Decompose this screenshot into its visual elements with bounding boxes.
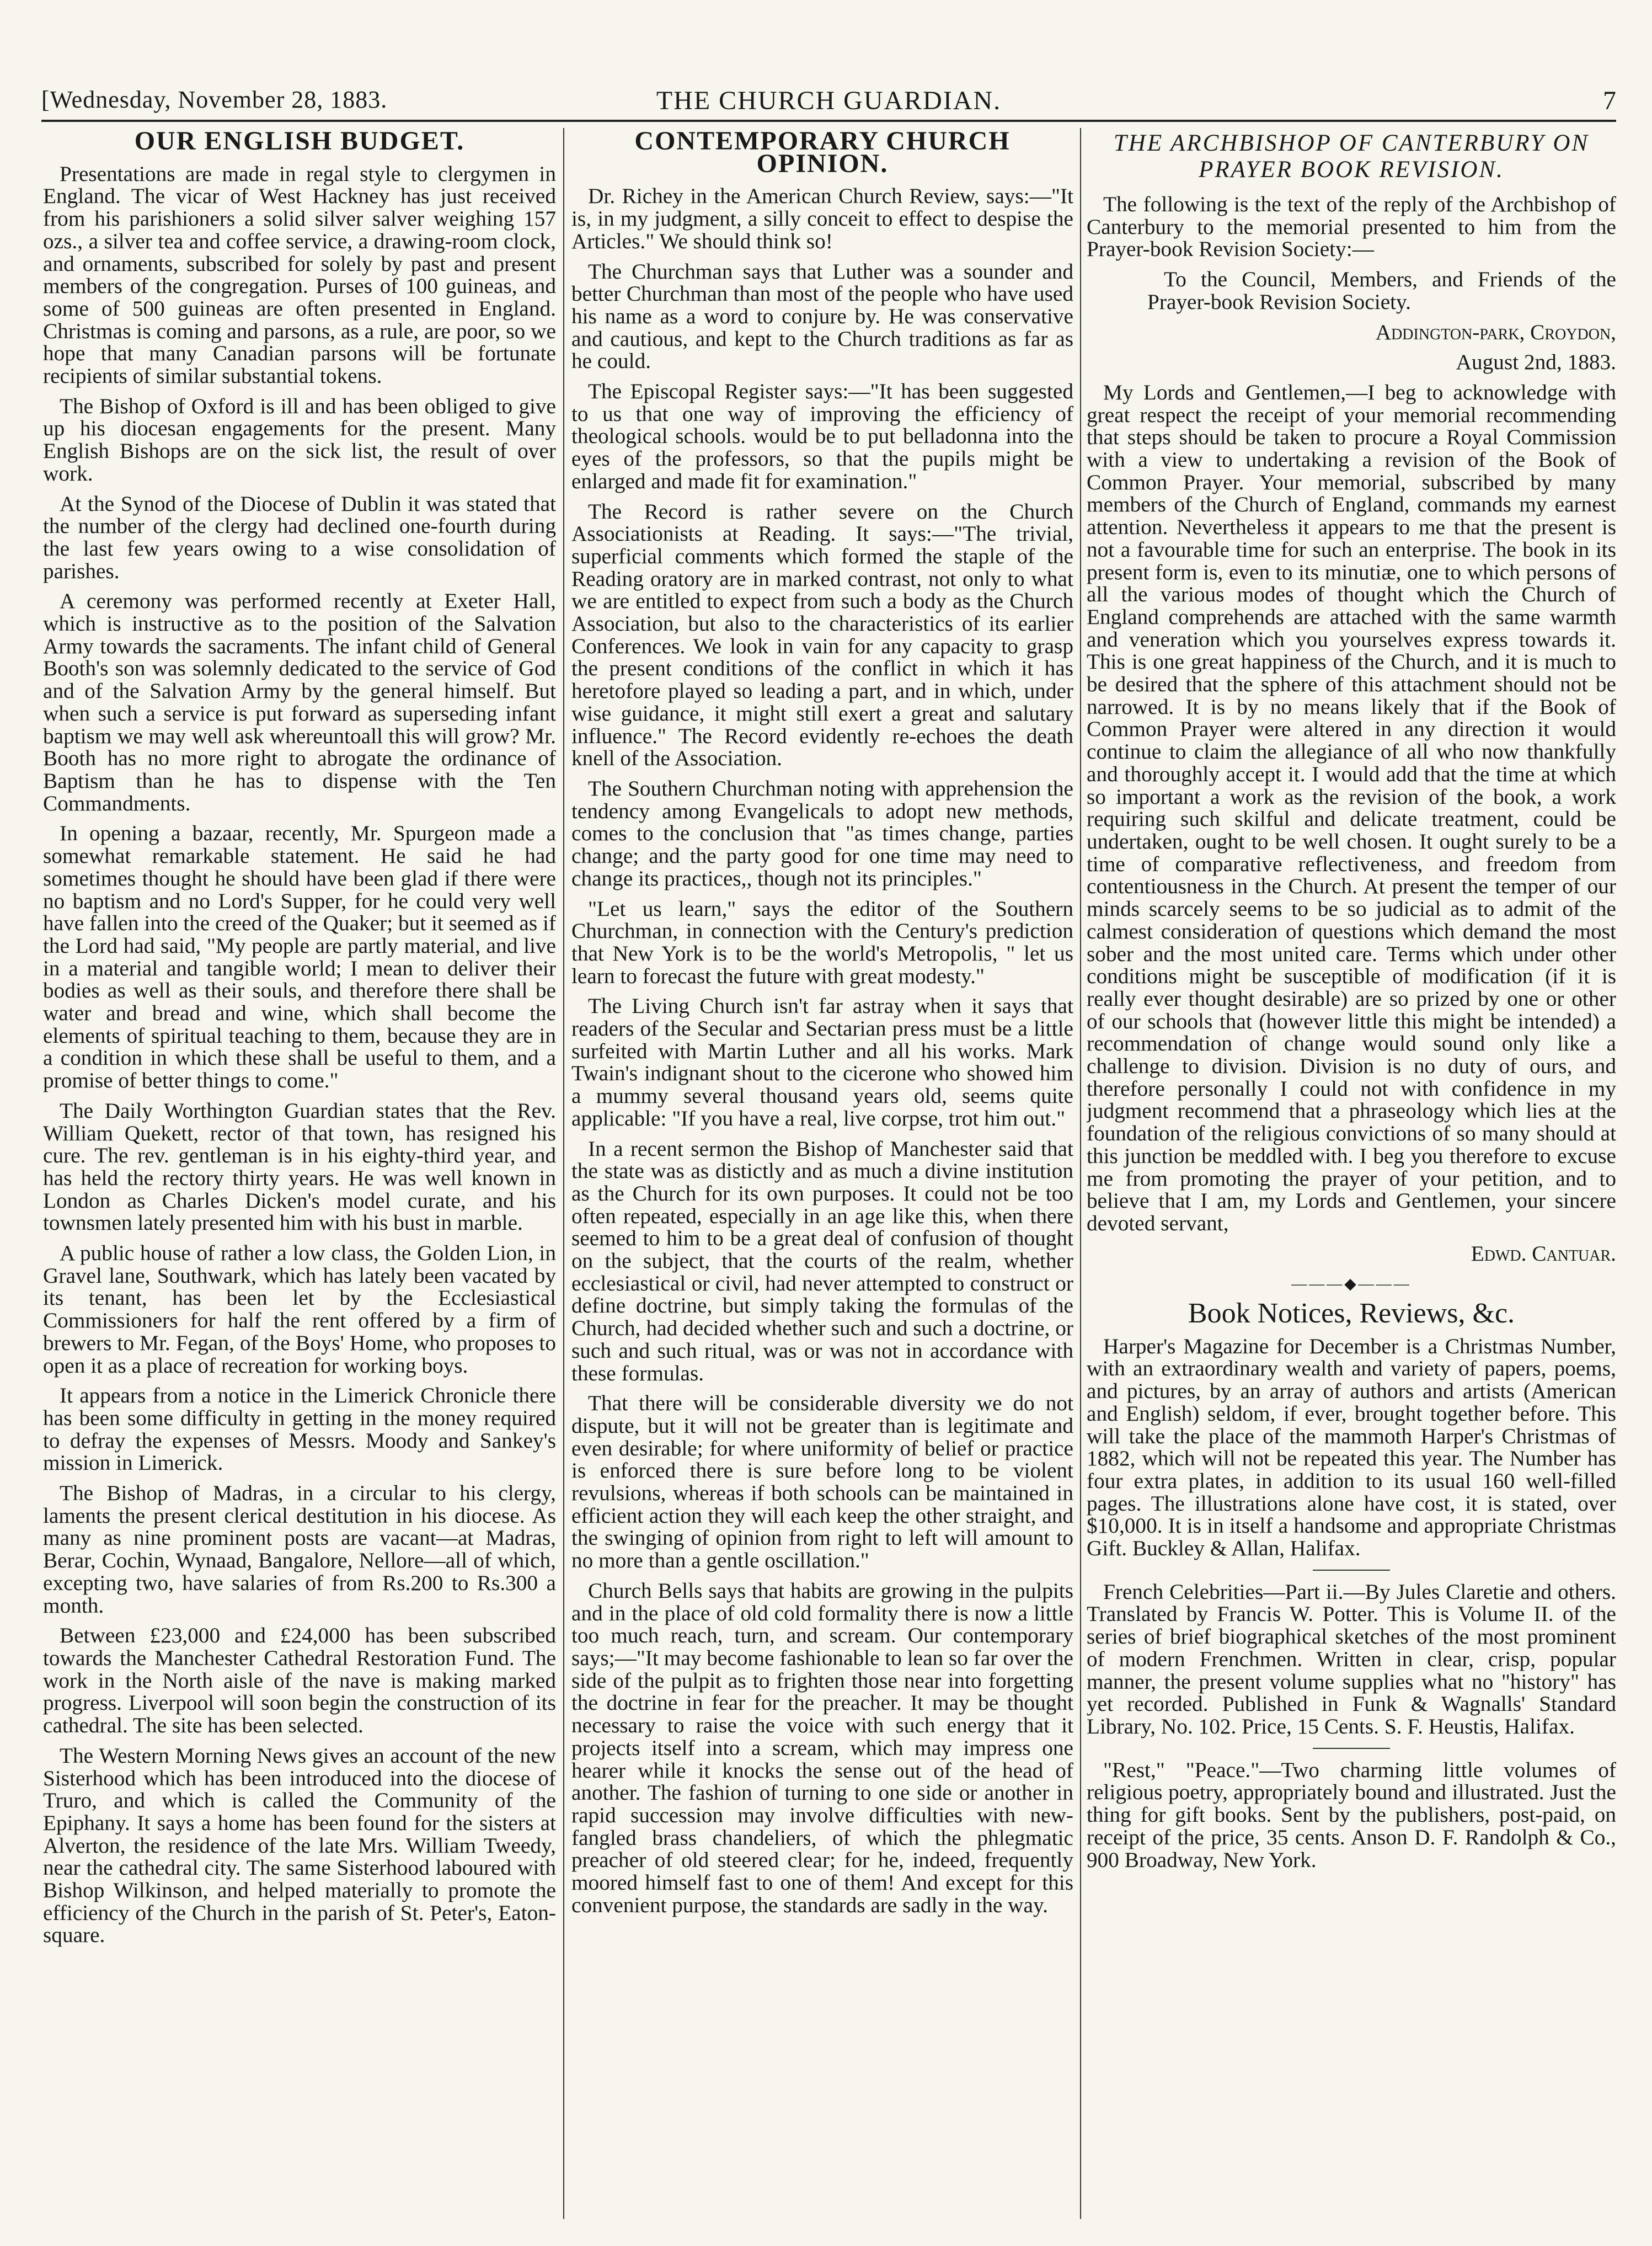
article-paragraph: The Episcopal Register says:—"It has been suggested to us that one way of improving the efficiency of theological schools. would be to put belladonna into the eyes of the professors, so that the pupils might be enlarged and made fit for examination." bbox=[571, 379, 1073, 493]
article-paragraph: The Churchman says that Luther was a sounder and better Churchman than most of the people who have used his name as a word to conjure by. He was conservative and cautious, and kept to the Church traditions as far as he could. bbox=[571, 259, 1073, 374]
article-paragraph: The Southern Churchman noting with apprehension the tendency among Evangelicals to adopt new methods, comes to the conclusion that "as times change, parties change; and the party good for one time may need to change its practices,, though not its principles." bbox=[571, 776, 1073, 890]
article-paragraph: In opening a bazaar, recently, Mr. Spurgeon made a somewhat remarkable statement. He said he had sometimes thought he should have been glad if there were no baptism and no Lord's Supper, for he could very well have fallen into the creed of the Quaker; but it seemed as if the Lord had said, "My people are partly material, and live in a material and tangible world; I mean to deliver their bodies as well as their souls, and therefore there shall be water and bread and wine, which shall become the elements of spiritual teaching to them, because they are in a condition in which these shall be useful to them, and a promise of better things to come." bbox=[43, 821, 556, 1093]
article-paragraph: That there will be considerable diversity we do not dispute, but it will not be greater than is legitimate and even desirable; for where uniformity of belief or practice is enforced there is sure before long to be violent revulsions, whereas if both schools can be maintained in efficient action they will each keep the other straight, and the swinging of opinion from right to left will amount to no more than a gentle oscillation." bbox=[571, 1391, 1073, 1573]
article-paragraph: The Western Morning News gives an account of the new Sisterhood which has been introduced into the diocese of Truro, and which is called the Community of the Epiphany. It says a home has been found for the sisters at Alverton, the residence of the late Mrs. William Tweedy, near the cathedral city. The same Sisterhood laboured with Bishop Wilkinson, and helped materially to promote the efficiency of the Church in the parish of St. Peter's, Eaton-square. bbox=[43, 1743, 556, 1948]
letter-address: Addington-park, Croydon, bbox=[1375, 319, 1616, 344]
ornament-divider: ———◆——— bbox=[1291, 1276, 1412, 1293]
section-heading: Book Notices, Reviews, &c. bbox=[1188, 1298, 1515, 1330]
section-heading: CONTEMPORARY CHURCH OPINION. bbox=[634, 128, 1011, 178]
article-paragraph: The Bishop of Oxford is ill and has been obliged to give up his diocesan engagements for the present. Many English Bishops are on the sick list, the result of over work. bbox=[43, 393, 556, 486]
article-paragraph: A ceremony was performed recently at Exeter Hall, which is instructive as to the position of the Salvation Army towards the sacraments. The infant child of General Booth's son was solemnly dedicated to the service of God and of the Salvation Army by the general himself. But when such a service is put forward as superseding infant baptism we may well ask whereuntoall this will grow? Mr. Booth has no more right to abrogate the ordinance of Baptism than he has to dispense with the Ten Commandments. bbox=[43, 589, 556, 815]
article-paragraph: The Record is rather severe on the Church Associationists at Reading. It says:—"The trivial, superficial comments which formed the staple of the Reading oratory are in marked contrast, not only to what we are entitled to expect from such a body as the Church Association, but also to the characteristics of its earlier Conferences. We look in vain for any capacity to grasp the present conditions of the conflict in which it has heretofore played so leading a part, and in which, under wise guidance, it might still exert a great and salutary influence." The Record evidently re-echoes the death knell of the Association. bbox=[571, 499, 1073, 771]
page-number: 7 bbox=[1603, 86, 1616, 115]
article-paragraph: At the Synod of the Diocese of Dublin it was stated that the number of the clergy had declined one-fourth during the last few years owing to a wise consolidation of parishes. bbox=[43, 491, 556, 583]
article-paragraph: A public house of rather a low class, the Golden Lion, in Gravel lane, Southwark, which has lately been vacated by its tenant, has been let by the Ecclesiastical Commissioners for half the rent offered by a firm of brewers to Mr. Fegan, of the Boys' Home, who proposes to open it as a place of recreation for working boys. bbox=[43, 1241, 556, 1378]
column-church-opinion bbox=[571, 128, 1073, 2219]
letter-salutation: To the Council, Members, and Friends of the Prayer-book Revision Society. bbox=[1147, 267, 1616, 314]
divider bbox=[1313, 1748, 1390, 1749]
book-notice: "Rest," "Peace."—Two charming little volumes of religious poetry, appropriately bound and illustrated. Just the thing for gift books. Sent by the publishers, post-paid, on receipt of the price, 35 cents. Anson D. F. Randolph & Co., 900 Broadway, New York. bbox=[1087, 1757, 1616, 1872]
article-paragraph: "Let us learn," says the editor of the Southern Churchman, in connection with the Century's prediction that New York is to be the world's Metropolis, " let us learn to forecast the future with great modesty." bbox=[571, 896, 1073, 988]
article-paragraph: The Bishop of Madras, in a circular to his clergy, laments the present clerical destitution in his diocese. As many as nine prominent posts are vacant—at Madras, Berar, Cochin, Wynaad, Bangalore, Nellore—all of which, excepting two, have salaries of from Rs.200 to Rs.300 a month. bbox=[43, 1481, 556, 1618]
masthead bbox=[41, 86, 1616, 122]
letter-date: August 2nd, 1883. bbox=[1456, 350, 1616, 375]
book-notice: Harper's Magazine for December is a Christmas Number, with an extraordinary wealth and variety of papers, poems, and pictures, by an array of authors and artists (American and English) seldom, if ever, brought together before. This will take the place of the mammoth Harper's Christmas of 1882, which will not be repeated this year. The Number has four extra plates, in addition to its usual 160 well-filled pages. The illustrations alone have cost, it is stated, over $10,000. It is in itself a handsome and appropriate Christmas Gift. Buckley & Allan, Halifax. bbox=[1087, 1333, 1616, 1561]
paper-title: THE CHURCH GUARDIAN. bbox=[656, 86, 1002, 115]
letter-body: My Lords and Gentlemen,—I beg to acknowledge with great respect the receipt of your memorial recommending that steps should be taken to procure a Royal Commission with a view to undertaking a revision of the Book of Common Prayer. Your memorial, subscribed by many members of the Church of England, commands my earnest attention. Nevertheless it appears to me that the present is not a favourable time for such an enterprise. The book in its present form is, even to its minutiæ, one to which persons of all the various modes of thought which the Church of England comprehends are attached with the same warmth and veneration which you yourselves express towards it. This is one great happiness of the Church, and it is much to be desired that the sphere of this attachment should not be narrowed. It is by no means likely that if the Book of Common Prayer were altered in any direction it would continue to claim the allegiance of all who now thankfully and thoroughly accept it. I would add that the time at which so important a work as the revision of the book, a work requiring such skilful and delicate treatment, could be undertaken, ought to be well chosen. It ought surely to be a time of comparative reflectiveness, and freedom from contentiousness in the Church. At present the temper of our minds scarcely seems to be so judicial as to admit of the calmest consideration of questions which demand the most sober and the most united care. Terms which under other conditions might be susceptible of modification (if it is really ever thought desirable) are so prized by one or other of our schools that (however little this might be intended) a recommendation of change would sound only like a challenge to division. Division is no duty of ours, and therefore personally I could not with confidence in my judgment recommend that a phraseology which lies at the foundation of the religious convictions of so many should at this junction be meddled with. I beg you therefore to excuse me from promoting the prayer of your petition, and to believe that I am, my Lords and Gentlemen, your sincere devoted servant, bbox=[1087, 380, 1616, 1235]
article-paragraph: Between £23,000 and £24,000 has been subscribed towards the Manchester Cathedral Restoration Fund. The work in the North aisle of the nave is making marked progress. Liverpool will soon begin the construction of its cathedral. The site has been selected. bbox=[43, 1623, 556, 1738]
issue-date: [Wednesday, November 28, 1883. bbox=[41, 86, 388, 113]
divider bbox=[1313, 1570, 1390, 1571]
section-heading: OUR ENGLISH BUDGET. bbox=[134, 128, 465, 156]
article-paragraph: The Living Church isn't far astray when it says that readers of the Secular and Sectarian press must be a little surfeited with Martin Luther and all his works. Mark Twain's indignant shout to the cicerone who showed him a mummy several thousand years old, seems quite applicable: "If you have a real, live corpse, trot him out." bbox=[571, 994, 1073, 1130]
letter-intro: The following is the text of the reply of the Archbishop of Canterbury to the memorial presented to him from the Prayer-book Revision Society:— bbox=[1087, 192, 1616, 262]
column-english-budget bbox=[43, 128, 556, 2219]
article-paragraph: In a recent sermon the Bishop of Manchester said that the state was as distictly and as much a divine institution as the Church for its own purposes. It could not be too often repeated, especially in an age like this, when there seemed to him to be a great deal of confusion of thought on the subject, that the courts of the realm, whether ecclesiastical or civil, had never attempted to construct or define doctrine, but simply taking the formulas of the Church, had decided whether such and such a doctrine, or such and such ritual, was or was not in accordance with these formulas. bbox=[571, 1136, 1073, 1385]
article-paragraph: Presentations are made in regal style to clergymen in England. The vicar of West Hackney has just received from his parishioners a solid silver salver weighing 157 ozs., a silver tea and coffee service, a drawing-room clock, and ornaments, subscribed for solely by past and present members of the congregation. Purses of 100 guineas, and some of 500 guineas are often presented in England. Christmas is coming and parsons, as a rule, are poor, so we hope that many Canadian parsons will be fortunate recipients of similar substantial tokens. bbox=[43, 161, 556, 388]
section-heading: THE ARCHBISHOP OF CANTERBURY ON PRAYER BOOK REVISION. bbox=[1113, 130, 1590, 183]
column-rule bbox=[563, 128, 564, 2219]
article-paragraph: The Daily Worthington Guardian states that the Rev. William Quekett, rector of that town, has resigned his cure. The rev. gentleman is in his eighty-third year, and has held the rectory thirty years. He was well known in London as Charles Dicken's model curate, and his townsmen lately presented him with his bust in marble. bbox=[43, 1098, 556, 1235]
column-rule bbox=[1080, 128, 1081, 2219]
article-paragraph: Dr. Richey in the American Church Review, says:—"It is, in my judgment, a silly conceit to effect to despise the Articles." We should think so! bbox=[571, 184, 1073, 253]
letter-signature: Edwd. Cantuar. bbox=[1471, 1241, 1616, 1266]
book-notice: French Celebrities—Part ii.—By Jules Claretie and others. Translated by Francis W. Potter. This is Volume II. of the series of brief biographical sketches of the most prominent of modern Frenchmen. Written in clear, crisp, popular manner, the present volume supplies what no "history" has yet recorded. Published in Funk & Wagnalls' Standard Library, No. 102. Price, 15 Cents. S. F. Heustis, Halifax. bbox=[1087, 1579, 1616, 1738]
article-paragraph: It appears from a notice in the Limerick Chronicle there has been some difficulty in getting in the money required to defray the expenses of Messrs. Moody and Sankey's mission in Limerick. bbox=[43, 1383, 556, 1475]
article-paragraph: Church Bells says that habits are growing in the pulpits and in the place of old cold formality there is now a little too much reach, turn, and scream. Our contemporary says;—"It may become fashionable to lean so far over the side of the pulpit as to frighten those near into forgetting the doctrine in fear for the preacher. It may be thought necessary to raise the voice with such energy that it projects itself into a scream, which may impress one hearer while it knocks the sense out of the head of another. The fashion of turning to one side or another in rapid succession may involve difficulties with new-fangled brass chandeliers, of which the phlegmatic preacher of old steered clear; for he, indeed, frequently moored himself fast to one of them! And except for this convenient purpose, the standards are sadly in the way. bbox=[571, 1578, 1073, 1917]
column-archbishop-and-books bbox=[1087, 128, 1616, 2219]
